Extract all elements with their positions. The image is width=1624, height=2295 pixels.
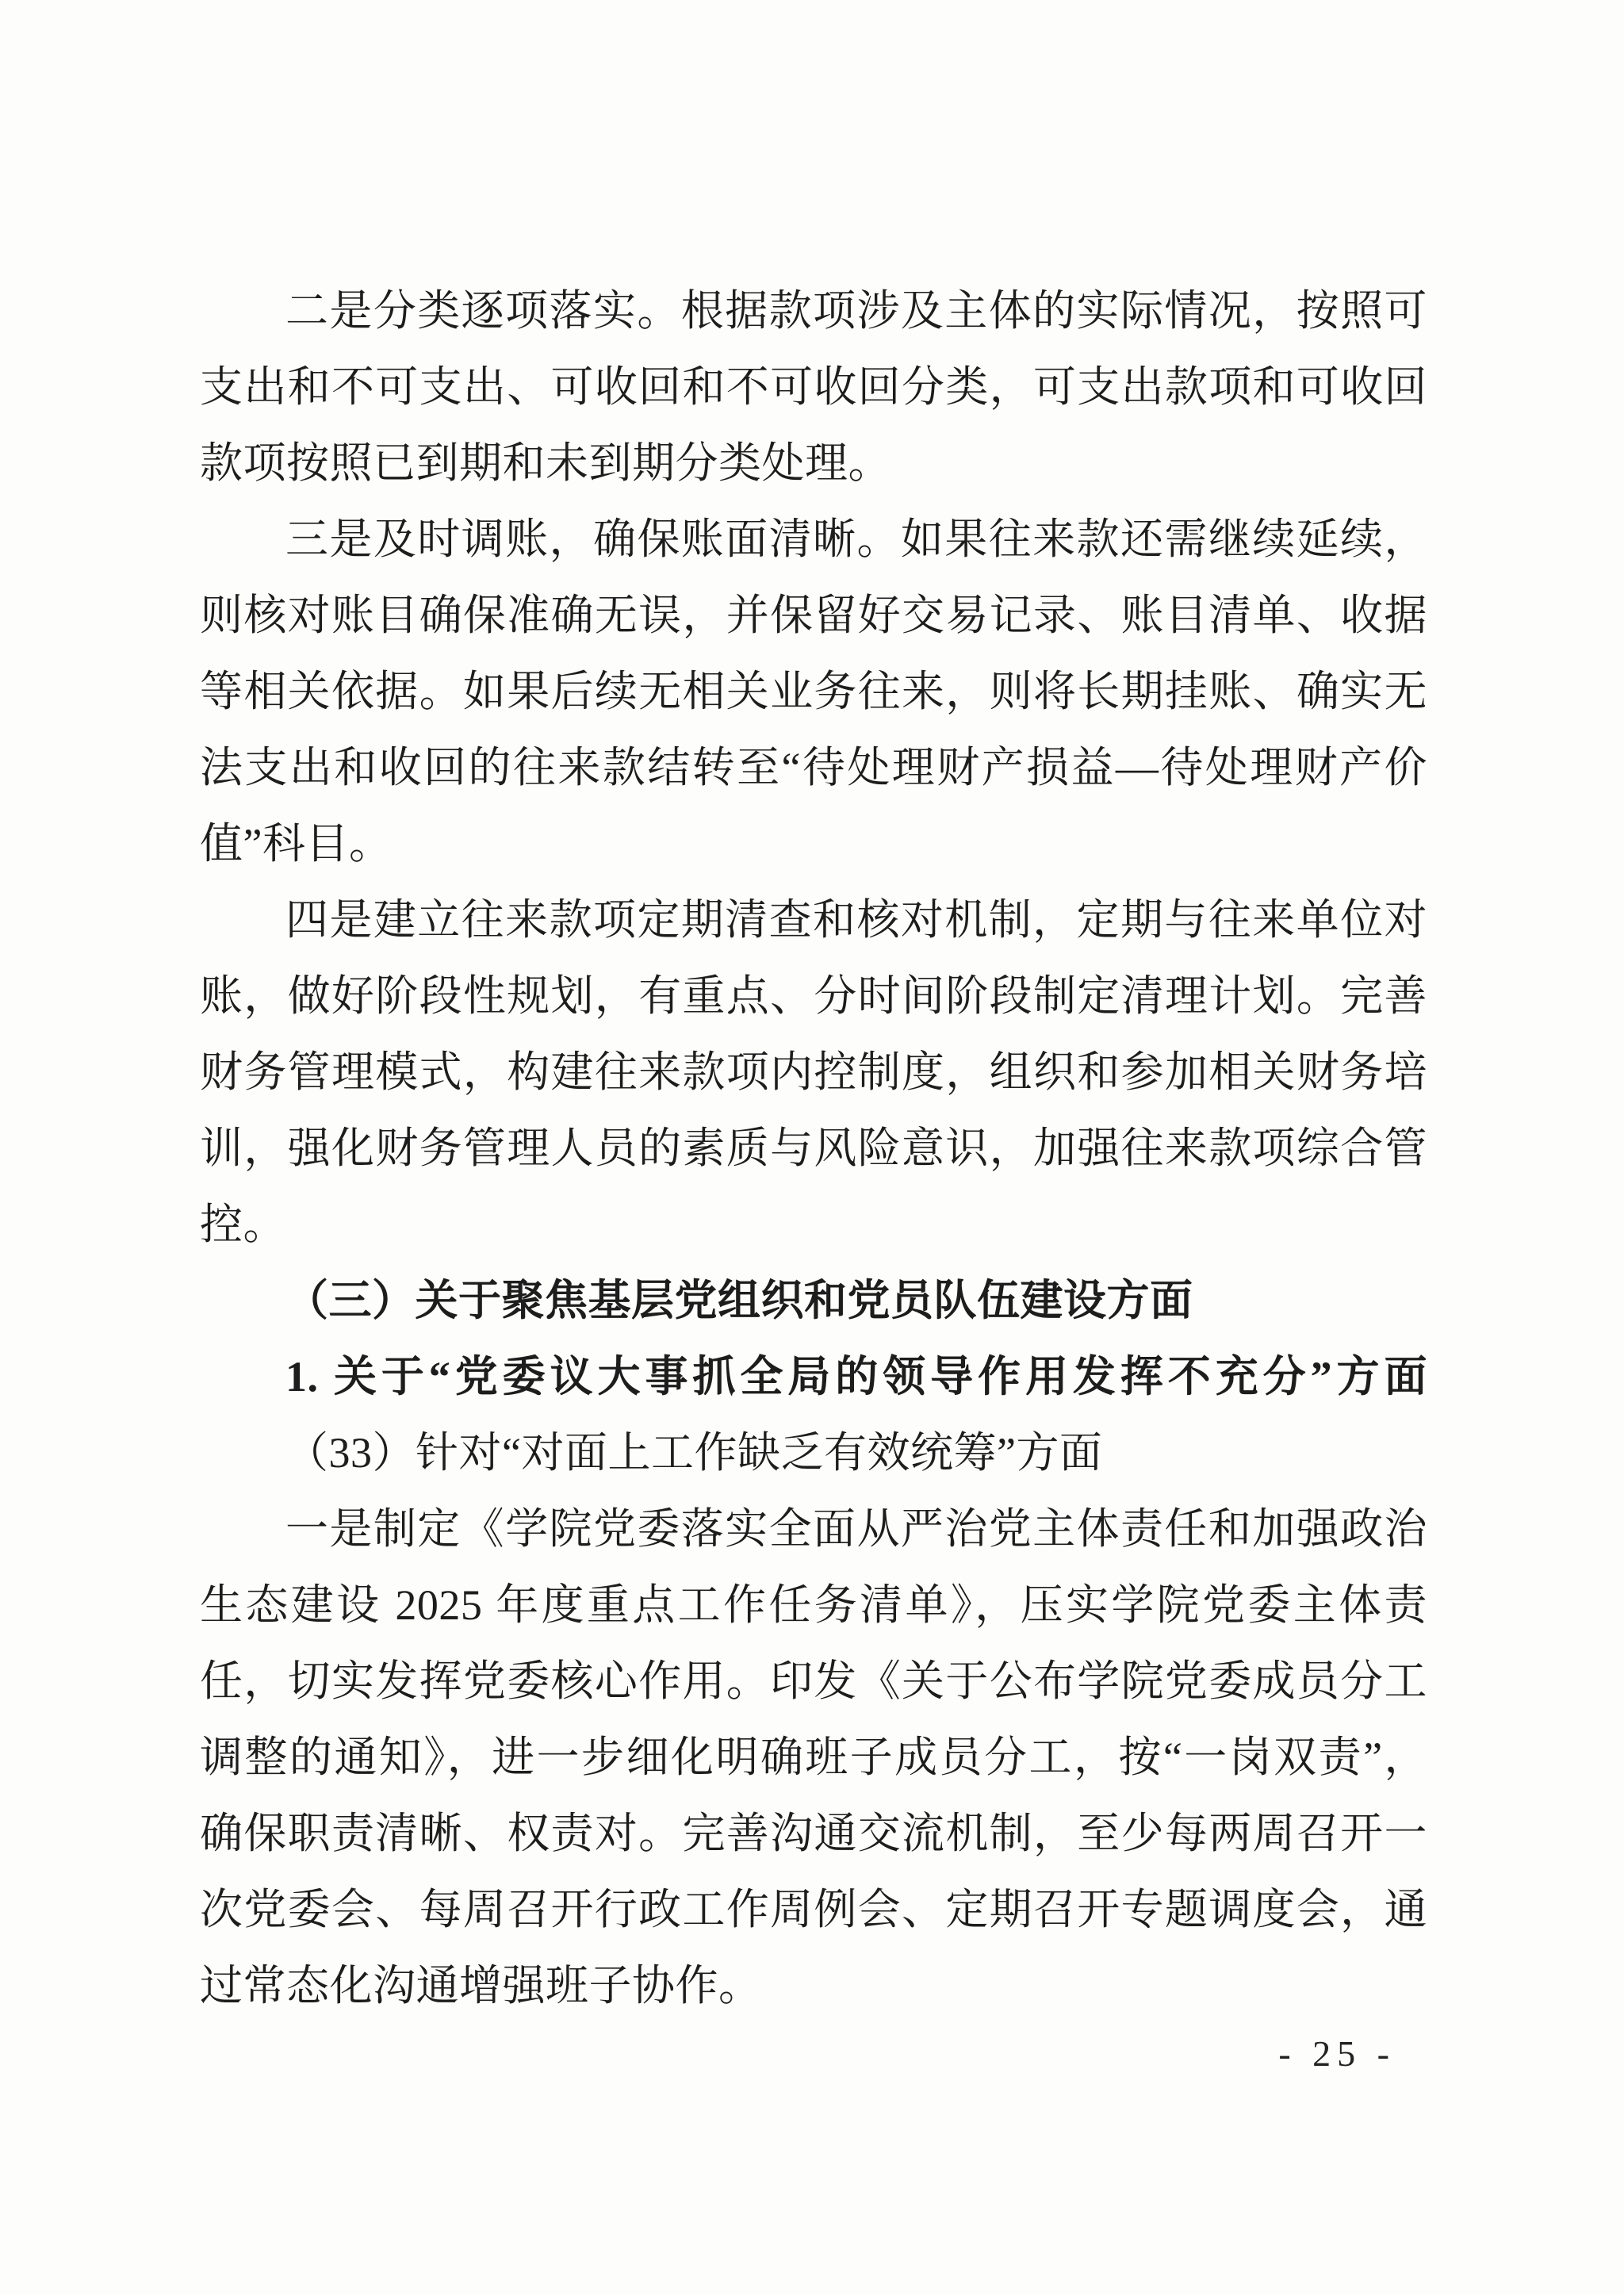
text-line: 三是及时调账，确保账面清晰。如果往来款还需继续延续， [285, 515, 1427, 563]
text-line: 二是分类逐项落实。根据款项涉及主体的实际情况，按照可 [285, 287, 1427, 335]
text-line: 账，做好阶段性规划，有重点、分时间阶段制定清理计划。完善 [200, 972, 1427, 1020]
text-line: 生态建设 2025 年度重点工作任务清单》，压实学院党委主体责 [200, 1581, 1427, 1629]
text-line: 则核对账目确保准确无误，并保留好交易记录、账目清单、收据 [200, 592, 1427, 639]
text-line: 过常态化沟通增强班子协作。 [200, 1962, 762, 2010]
text-line: 值”科目。 [200, 820, 393, 868]
text-line: 等相关依据。如果后续无相关业务往来，则将长期挂账、确实无 [200, 668, 1427, 715]
text-line: 训，强化财务管理人员的素质与风险意识，加强往来款项综合管 [200, 1125, 1427, 1172]
text-line: 款项按照已到期和未到期分类处理。 [200, 439, 891, 487]
text-line: （33）针对“对面上工作缺乏有效统筹”方面 [285, 1429, 1103, 1477]
text-line: 任，切实发挥党委核心作用。印发《关于公布学院党委成员分工 [200, 1657, 1427, 1705]
text-line: 确保职责清晰、权责对。完善沟通交流机制，至少每两周召开一 [200, 1810, 1427, 1857]
text-line: 一是制定《学院党委落实全面从严治党主体责任和加强政治 [285, 1505, 1427, 1553]
text-line: 支出和不可支出、可收回和不可收回分类，可支出款项和可收回 [200, 363, 1427, 411]
text-line: 财务管理模式，构建往来款项内控制度，组织和参加相关财务培 [200, 1048, 1427, 1096]
document-body [200, 273, 1427, 2024]
text-line: 控。 [200, 1201, 286, 1248]
page-number: - 25 - [1278, 2033, 1396, 2074]
heading-line: （三）关于聚焦基层党组织和党员队伍建设方面 [285, 1277, 1193, 1324]
text-line: 调整的通知》，进一步细化明确班子成员分工，按“一岗双责”， [200, 1734, 1427, 1781]
heading-line: 1. 关于“党委议大事抓全局的领导作用发挥不充分”方面 [285, 1353, 1427, 1400]
text-line: 四是建立往来款项定期清查和核对机制，定期与往来单位对 [285, 896, 1427, 944]
text-line: 法支出和收回的往来款结转至“待处理财产损益—待处理财产价 [200, 744, 1427, 791]
text-line: 次党委会、每周召开行政工作周例会、定期召开专题调度会，通 [200, 1886, 1427, 1933]
